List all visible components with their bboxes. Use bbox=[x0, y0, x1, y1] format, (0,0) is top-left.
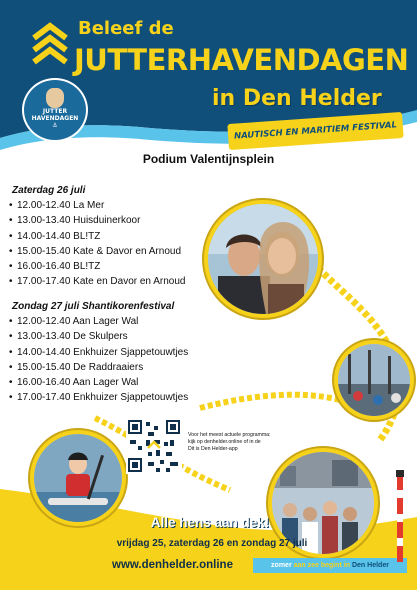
list-item: • 12.00-12.40 Aan Lager Wal bbox=[9, 316, 139, 327]
anchor-icon: ⚓ bbox=[52, 122, 58, 129]
header-title-line1: Beleef de bbox=[78, 18, 174, 39]
cta-dates: vrijdag 25, zaterdag 26 en zondag 27 juli bbox=[116, 538, 308, 549]
slogan-part-3: Den Helder bbox=[351, 562, 389, 569]
header-title-line2: JUTTERHAVENDAGEN bbox=[74, 43, 409, 77]
qr-text-line: Dit is Den Helder-app bbox=[188, 446, 238, 452]
sailor-icon bbox=[46, 88, 64, 108]
saturday-title: Zaterdag 26 juli bbox=[12, 185, 86, 196]
sup-child-photo bbox=[34, 434, 122, 522]
chevron-up-icon bbox=[30, 22, 70, 66]
harbor-festival-photo bbox=[338, 344, 410, 416]
sunday-title: Zondag 27 juli Shantikorenfestival bbox=[12, 301, 175, 312]
sunday-schedule bbox=[9, 314, 188, 406]
logo-label bbox=[24, 108, 86, 129]
slogan-part-1: zomer bbox=[271, 562, 292, 569]
list-item: • 17.00-17.40 Kate en Davor en Arnoud bbox=[9, 276, 186, 288]
list-item: • 13.00-13.40 Huisduinerkoor bbox=[9, 215, 141, 227]
header-title-line3: in Den Helder bbox=[212, 86, 382, 111]
list-item: • 17.00-17.40 Enkhuizer Sjappetouwtjes bbox=[9, 392, 189, 404]
qr-code[interactable] bbox=[126, 418, 182, 474]
slogan-part-2: aan zee begint in bbox=[293, 562, 351, 569]
list-item: • 13.00-13.40 De Skulpers bbox=[9, 331, 128, 343]
list-item: • 12.00-12.40 La Mer bbox=[9, 200, 105, 211]
slogan-banner bbox=[253, 558, 407, 573]
logo-text-2: HAVENDAGEN bbox=[31, 115, 79, 122]
list-item: • 14.00-14.40 BL!TZ bbox=[9, 230, 101, 242]
list-item: • 15.00-15.40 Kate & Davor en Arnoud bbox=[9, 245, 182, 257]
saturday-schedule bbox=[9, 198, 185, 290]
qr-instructions bbox=[188, 432, 290, 453]
festival-logo bbox=[22, 78, 88, 142]
list-item: • 16.00-16.40 BL!TZ bbox=[9, 261, 101, 273]
list-item: • 15.00-15.40 De Raddraaiers bbox=[9, 361, 144, 373]
list-item: • 16.00-16.40 Aan Lager Wal bbox=[9, 377, 139, 389]
ribbon-text: NAUTISCH EN MARITIEM FESTIVAL bbox=[233, 120, 398, 142]
podium-title: Podium Valentijnsplein bbox=[142, 152, 275, 166]
list-item: • 14.00-14.40 Enkhuizer Sjappetouwtjes bbox=[9, 346, 189, 358]
qr-text-line: kijk op denhelder.online of in de bbox=[188, 439, 261, 445]
lighthouse-icon bbox=[395, 470, 405, 562]
logo-text-1: JUTTER bbox=[42, 108, 68, 115]
cta-headline: Alle hens aan dek! bbox=[150, 515, 270, 530]
website-link[interactable]: www.denhelder.online bbox=[112, 559, 233, 571]
performers-photo bbox=[208, 204, 318, 314]
qr-text-line: Voor het meest actuele programma: bbox=[188, 432, 271, 438]
